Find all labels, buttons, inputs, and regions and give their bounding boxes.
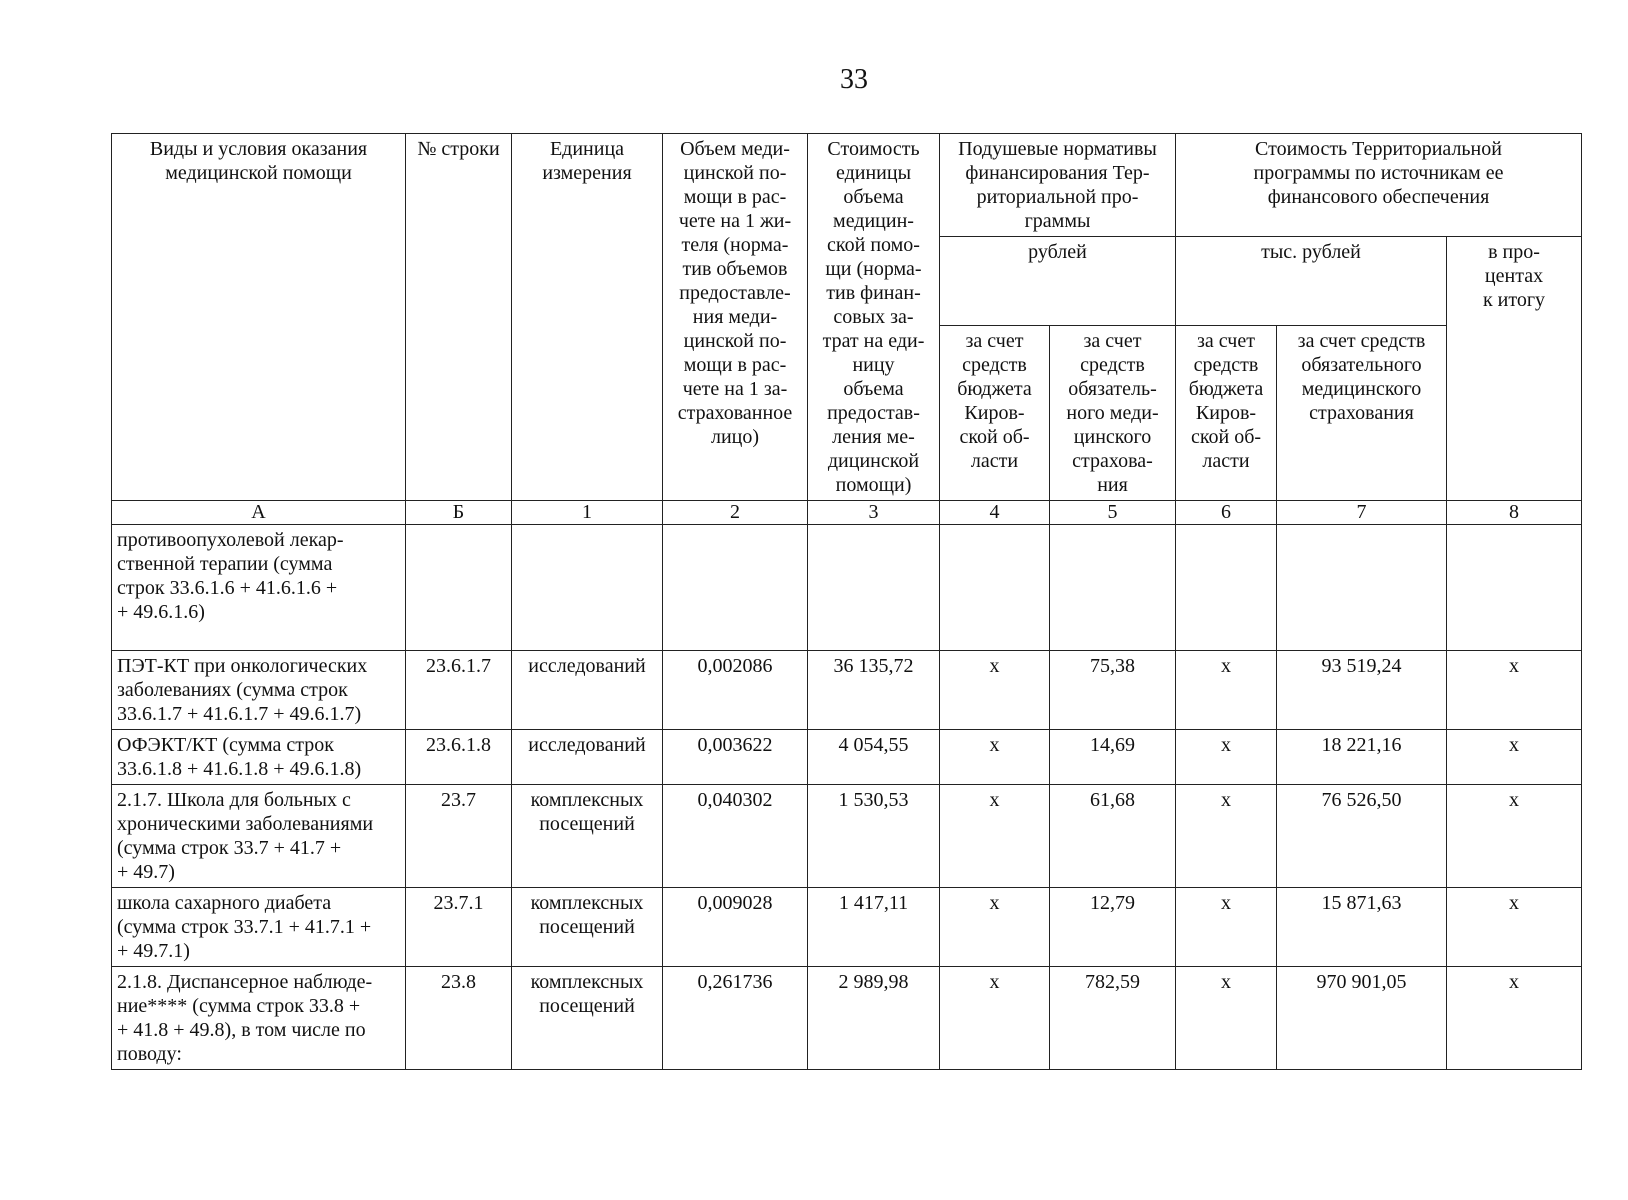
header-norm-oms: за счет средств обязатель- ного меди- цинского страхова- ния (1050, 326, 1176, 501)
row-cost-oms: 76 526,50 (1277, 785, 1447, 888)
table-row (112, 651, 1582, 730)
row-line: 23.7.1 (406, 888, 512, 967)
row-norm-oms: 14,69 (1050, 730, 1176, 785)
row-norm-oms: 61,68 (1050, 785, 1176, 888)
row-unit: комплексных посещений (512, 785, 663, 888)
financing-table (111, 133, 1582, 1070)
column-index: 1 (512, 501, 663, 525)
row-cost-oms: 970 901,05 (1277, 967, 1447, 1070)
column-index: 5 (1050, 501, 1176, 525)
row-norm-oms (1050, 525, 1176, 651)
row-line (406, 525, 512, 651)
row-norm-budget: x (940, 785, 1050, 888)
row-line: 23.6.1.7 (406, 651, 512, 730)
column-index: Б (406, 501, 512, 525)
header-group-norms: Подушевые нормативы финансирования Тер- риториальной про- граммы (940, 134, 1176, 237)
row-line: 23.7 (406, 785, 512, 888)
row-norm-oms: 75,38 (1050, 651, 1176, 730)
row-percent: x (1447, 730, 1582, 785)
row-line: 23.8 (406, 967, 512, 1070)
row-name: противоопухолевой лекар- ственной терапии (сумма строк 33.6.1.6 + 41.6.1.6 + + 49.6.1.6) (112, 525, 406, 651)
row-percent: x (1447, 888, 1582, 967)
header-line-number: № строки (406, 134, 512, 501)
row-cost-oms (1277, 525, 1447, 651)
header-percent: в про- центах к итогу (1447, 237, 1582, 501)
column-index: 7 (1277, 501, 1447, 525)
table-row (112, 888, 1582, 967)
row-unit: комплексных посещений (512, 967, 663, 1070)
row-unit: комплексных посещений (512, 888, 663, 967)
row-cost-oms: 93 519,24 (1277, 651, 1447, 730)
row-cost-budget: x (1176, 888, 1277, 967)
column-index: 6 (1176, 501, 1277, 525)
page-number: 33 (840, 64, 868, 95)
row-norm-oms: 12,79 (1050, 888, 1176, 967)
row-cost: 2 989,98 (808, 967, 940, 1070)
header-row-1 (112, 134, 1582, 237)
column-index: 3 (808, 501, 940, 525)
header-cost-oms: за счет средств обязательного медицинского страхования (1277, 326, 1447, 501)
row-name: 2.1.7. Школа для больных с хроническими заболеваниями (сумма строк 33.7 + 41.7 + + 49.7) (112, 785, 406, 888)
header-group-cost: Стоимость Территориальной программы по источникам ее финансового обеспечения (1176, 134, 1582, 237)
row-volume: 0,261736 (663, 967, 808, 1070)
row-percent: x (1447, 967, 1582, 1070)
row-norm-oms: 782,59 (1050, 967, 1176, 1070)
row-unit (512, 525, 663, 651)
row-norm-budget (940, 525, 1050, 651)
row-volume: 0,003622 (663, 730, 808, 785)
header-kinds-conditions: Виды и условия оказания медицинской помощи (112, 134, 406, 501)
row-norm-budget: x (940, 967, 1050, 1070)
row-cost: 1 417,11 (808, 888, 940, 967)
column-index: А (112, 501, 406, 525)
header-unit-cost: Стоимость единицы объема медицин- ской помо- щи (норма- тив финан- совых за- трат на еди- ницу объема предостав- ления ме- дицинской помощи) (808, 134, 940, 501)
row-cost-oms: 18 221,16 (1277, 730, 1447, 785)
row-cost-budget (1176, 525, 1277, 651)
header-unit-rub: рублей (940, 237, 1176, 326)
row-volume: 0,002086 (663, 651, 808, 730)
row-cost-oms: 15 871,63 (1277, 888, 1447, 967)
row-cost (808, 525, 940, 651)
column-index-row (112, 501, 1582, 525)
table-row (112, 525, 1582, 651)
column-index: 4 (940, 501, 1050, 525)
row-cost-budget: x (1176, 651, 1277, 730)
row-cost-budget: x (1176, 785, 1277, 888)
row-percent: x (1447, 651, 1582, 730)
header-volume: Объем меди- цинской по- мощи в рас- чете на 1 жи- теля (норма- тив объемов предоставле- ния меди- цинской по- мощи в рас- чете на 1 за- страхованное лицо) (663, 134, 808, 501)
header-cost-budget: за счет средств бюджета Киров- ской об- ласти (1176, 326, 1277, 501)
row-volume: 0,009028 (663, 888, 808, 967)
row-cost: 4 054,55 (808, 730, 940, 785)
table-row (112, 730, 1582, 785)
column-index: 2 (663, 501, 808, 525)
row-cost-budget: x (1176, 967, 1277, 1070)
column-index: 8 (1447, 501, 1582, 525)
header-unit: Единица измерения (512, 134, 663, 501)
row-name: ПЭТ-КТ при онкологических заболеваниях (сумма строк 33.6.1.7 + 41.6.1.7 + 49.6.1.7) (112, 651, 406, 730)
row-norm-budget: x (940, 888, 1050, 967)
row-cost: 36 135,72 (808, 651, 940, 730)
row-norm-budget: x (940, 730, 1050, 785)
row-unit: исследований (512, 730, 663, 785)
row-volume: 0,040302 (663, 785, 808, 888)
row-unit: исследований (512, 651, 663, 730)
header-unit-thousand: тыс. рублей (1176, 237, 1447, 326)
row-percent: x (1447, 785, 1582, 888)
row-cost: 1 530,53 (808, 785, 940, 888)
row-volume (663, 525, 808, 651)
table-row (112, 785, 1582, 888)
row-name: ОФЭКТ/КТ (сумма строк 33.6.1.8 + 41.6.1.8 + 49.6.1.8) (112, 730, 406, 785)
row-line: 23.6.1.8 (406, 730, 512, 785)
row-percent (1447, 525, 1582, 651)
row-norm-budget: x (940, 651, 1050, 730)
row-cost-budget: x (1176, 730, 1277, 785)
header-norm-budget: за счет средств бюджета Киров- ской об- ласти (940, 326, 1050, 501)
row-name: 2.1.8. Диспансерное наблюде- ние**** (сумма строк 33.8 + + 41.8 + 49.8), в том числе по поводу: (112, 967, 406, 1070)
table-row (112, 967, 1582, 1070)
row-name: школа сахарного диабета (сумма строк 33.7.1 + 41.7.1 + + 49.7.1) (112, 888, 406, 967)
